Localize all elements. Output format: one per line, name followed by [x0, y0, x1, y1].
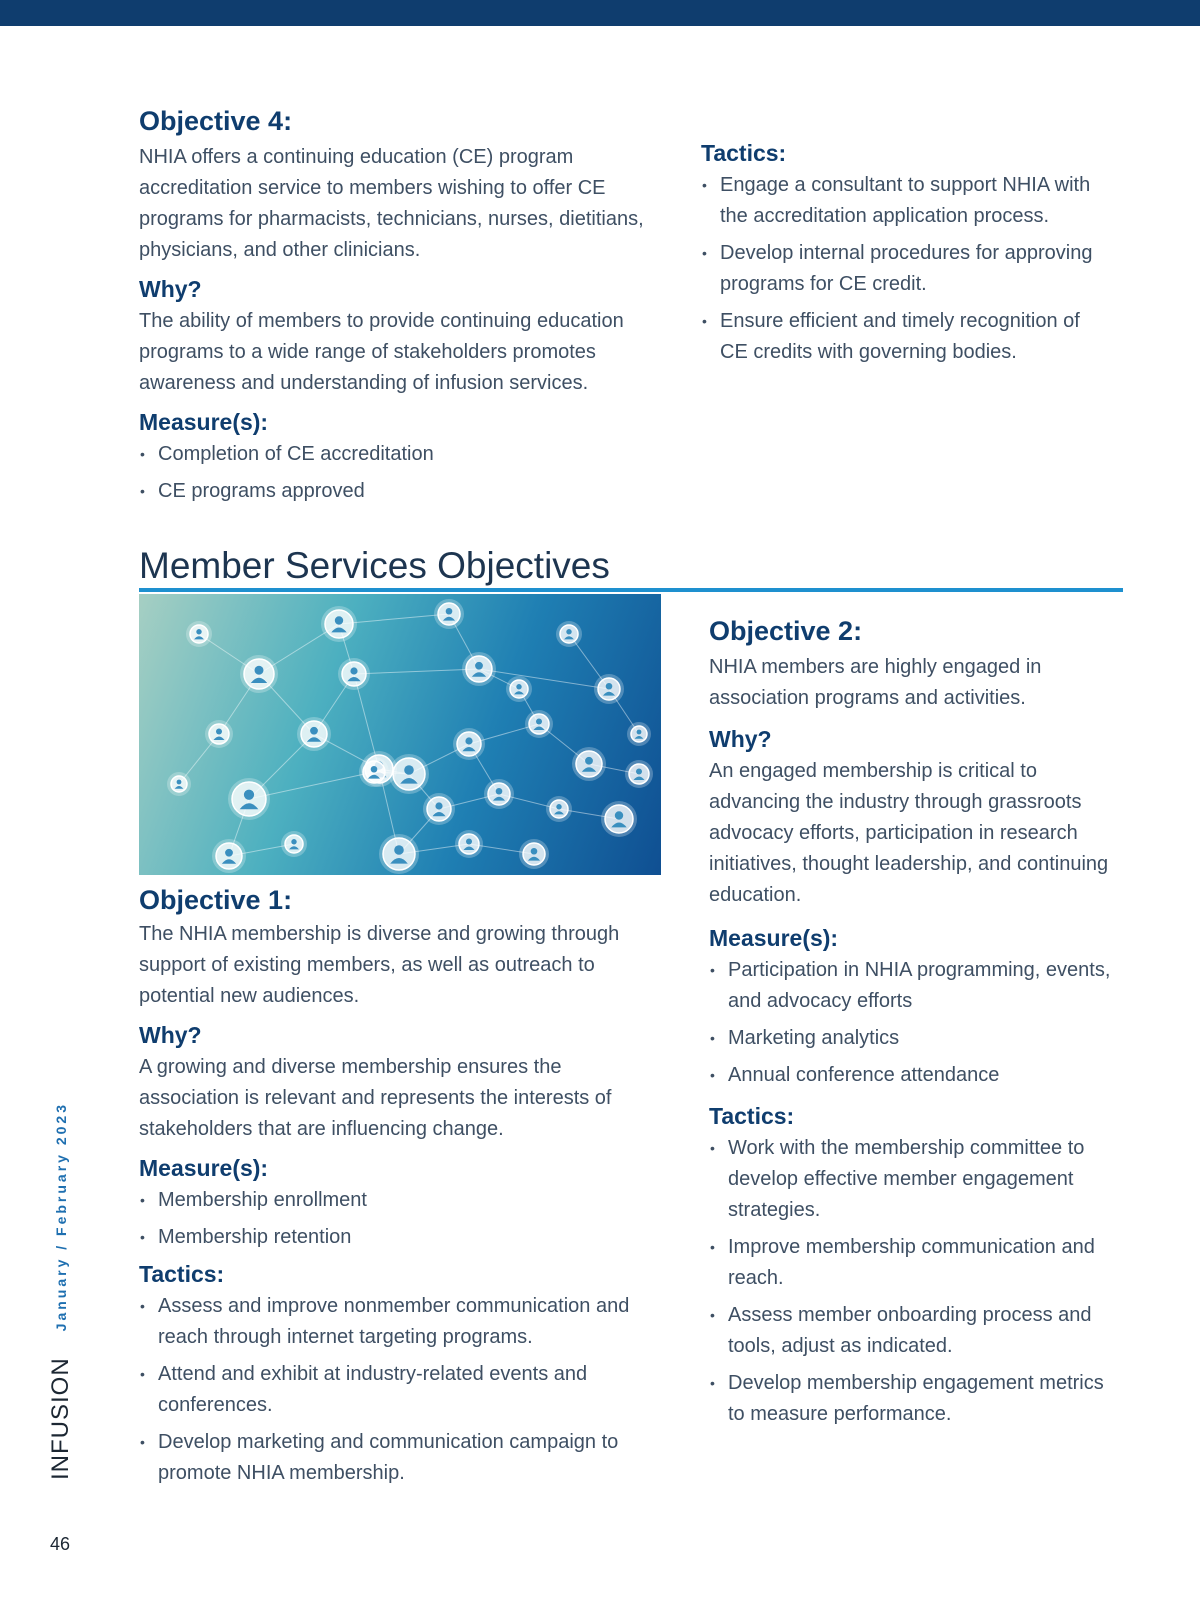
page-number: 46: [50, 1534, 71, 1554]
objective4-why-text: The ability of members to provide continuing education programs to a wide range of stakeholders promotes awareness and understanding of infusion services.: [139, 310, 624, 394]
list-item: • Assess and improve nonmember communication and reach through internet targeting programs.: [140, 1295, 630, 1348]
person-node-icon: [519, 839, 549, 869]
network-link: [354, 669, 479, 674]
list-item: • Completion of CE accreditation: [140, 443, 434, 465]
section-title: Member Services Objectives: [139, 545, 610, 586]
person-node-icon: [455, 830, 483, 858]
person-node-icon: [484, 779, 514, 809]
person-node-icon: [506, 676, 532, 702]
section-divider: [139, 588, 1123, 592]
objective1-title: Objective 1:: [139, 885, 293, 915]
person-node-icon: [205, 720, 233, 748]
objective1-why-heading: Why?: [139, 1022, 202, 1048]
person-node-icon: [321, 606, 357, 642]
objective4-text: NHIA offers a continuing education (CE) program accreditation service to members wishing to offer CE programs for pharmacists, technicians, nurses, dietitians, physicians, and other clinicians.: [139, 146, 644, 261]
objective4-measures-list: [139, 439, 649, 507]
person-node-icon: [546, 796, 572, 822]
objective4-tactics-heading: Tactics:: [701, 140, 787, 166]
objective2-tactics-heading: Tactics:: [709, 1103, 795, 1129]
person-node-icon: [186, 621, 212, 647]
list-item: • Improve membership communication and reach.: [710, 1236, 1095, 1289]
person-node-icon: [167, 772, 191, 796]
objective2-tactics-list: [709, 1133, 1119, 1430]
list-item: • Work with the membership committee to develop effective member engagement strategies.: [710, 1137, 1085, 1221]
list-item: • Engage a consultant to support NHIA with the accreditation application process.: [702, 174, 1091, 227]
list-item: • Marketing analytics: [710, 1027, 900, 1049]
side-label: [47, 1102, 75, 1480]
person-node-icon: [379, 834, 419, 874]
person-node-icon: [625, 760, 653, 788]
person-node-icon: [212, 839, 246, 873]
list-item: • Develop membership engagement metrics to measure performance.: [710, 1372, 1104, 1425]
person-node-icon: [594, 674, 624, 704]
list-item: • Membership enrollment: [140, 1189, 367, 1211]
top-bar: [0, 0, 1200, 26]
person-node-icon: [228, 778, 270, 820]
objective4-left: [139, 104, 649, 513]
objective2-why-text: An engaged membership is critical to advancing the industry through grassroots advocacy efforts, participation in research initiatives, thought leadership, and continuing education.: [709, 760, 1109, 906]
objective1-measures-list: [139, 1185, 659, 1253]
person-node-icon: [240, 655, 278, 693]
list-item: • Develop marketing and communication campaign to promote NHIA membership.: [140, 1431, 619, 1484]
person-node-icon: [453, 728, 485, 760]
issue-date: January / February 2023: [53, 1102, 69, 1332]
person-node-icon: [572, 747, 606, 781]
list-item: • Attend and exhibit at industry-related events and conferences.: [140, 1363, 588, 1416]
person-node-icon: [556, 621, 582, 647]
objective1-tactics-heading: Tactics:: [139, 1261, 225, 1287]
objective4-tactics: [701, 138, 1111, 374]
objective4-title: Objective 4:: [139, 106, 293, 136]
person-node-icon: [525, 710, 553, 738]
list-item: • CE programs approved: [140, 480, 365, 502]
objective4-measures-heading: Measure(s):: [139, 409, 269, 435]
list-item: • Assess member onboarding process and tools, adjust as indicated.: [710, 1304, 1092, 1357]
person-node-icon: [338, 658, 370, 690]
network-graphic: [139, 594, 661, 875]
objective2: [709, 614, 1119, 1436]
network-people-image: [139, 594, 661, 875]
list-item: • Develop internal procedures for approving programs for CE credit.: [702, 242, 1093, 295]
objective2-why-heading: Why?: [709, 726, 772, 752]
person-node-icon: [281, 831, 307, 857]
objective2-measures-heading: Measure(s):: [709, 925, 839, 951]
objective1-why-text: A growing and diverse membership ensures the association is relevant and represents the interests of stakeholders that are influencing change.: [139, 1056, 612, 1140]
person-node-icon: [359, 757, 389, 787]
person-node-icon: [423, 793, 455, 825]
objective4-tactics-list: [701, 170, 1111, 368]
person-node-icon: [434, 599, 464, 629]
infusion-logo: INFUSION: [47, 1357, 74, 1480]
list-item: • Annual conference attendance: [710, 1064, 1000, 1086]
objective4-why-heading: Why?: [139, 276, 202, 302]
list-item: • Ensure efficient and timely recognition of CE credits with governing bodies.: [702, 310, 1080, 363]
person-node-icon: [601, 801, 637, 837]
person-node-icon: [627, 722, 651, 746]
list-item: • Membership retention: [140, 1226, 352, 1248]
objective1-tactics-list: [139, 1291, 659, 1489]
person-node-icon: [462, 652, 496, 686]
objective1-measures-heading: Measure(s):: [139, 1155, 269, 1181]
person-node-icon: [389, 754, 429, 794]
person-node-icon: [297, 717, 331, 751]
objective2-title: Objective 2:: [709, 616, 863, 646]
list-item: • Participation in NHIA programming, events, and advocacy efforts: [710, 959, 1111, 1012]
objective1-text: The NHIA membership is diverse and growing through support of existing members, as well as outreach to potential new audiences.: [139, 923, 620, 1007]
objective2-measures-list: [709, 955, 1119, 1091]
objective1: [139, 883, 659, 1495]
objective2-text: NHIA members are highly engaged in association programs and activities.: [709, 656, 1042, 709]
